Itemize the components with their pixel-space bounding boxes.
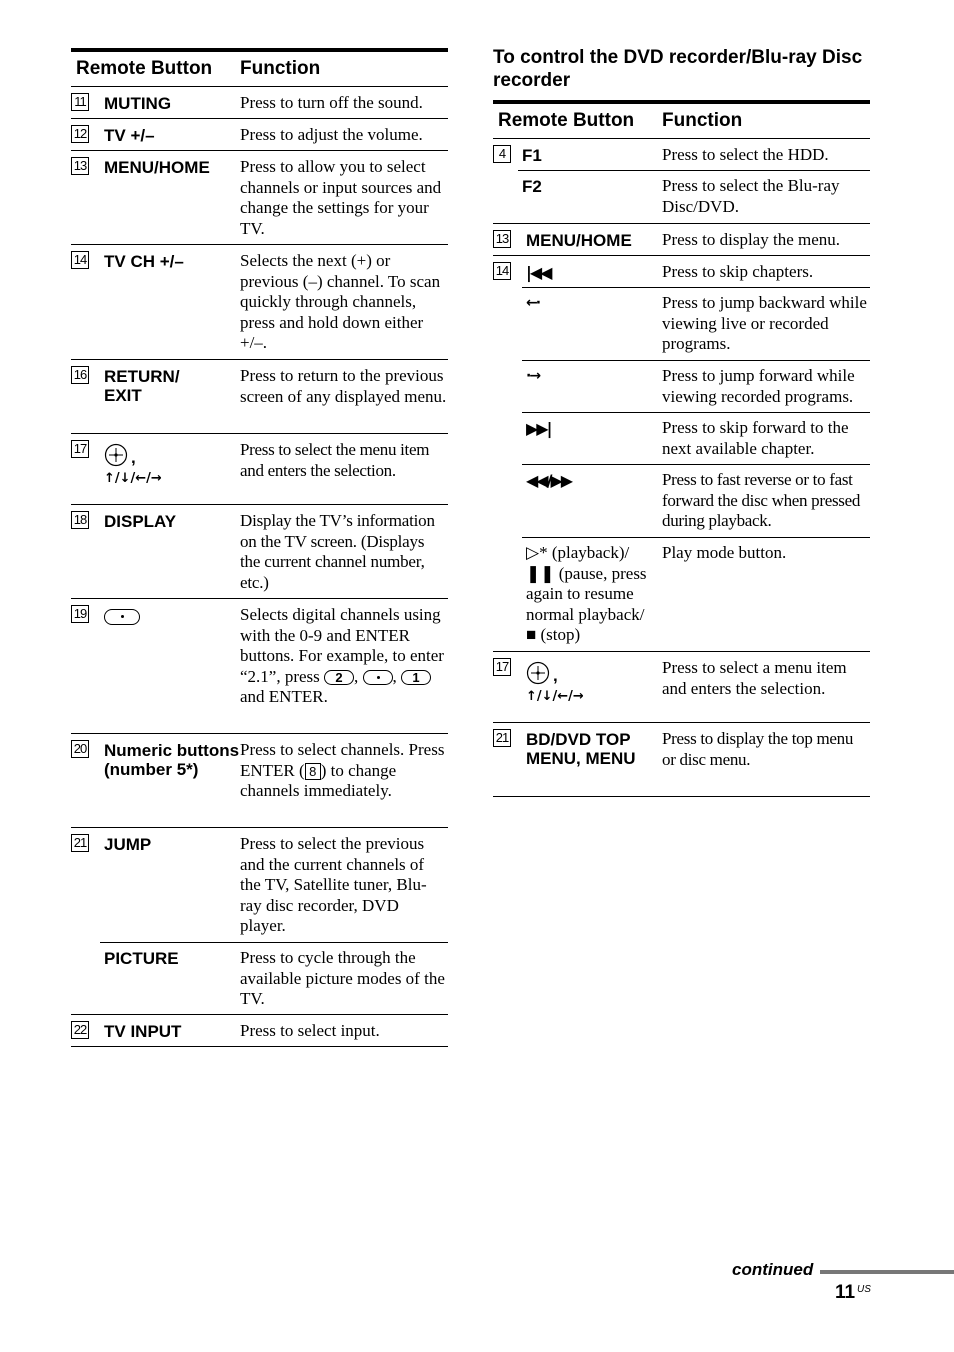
button-name: F1: [522, 146, 542, 165]
left-table: [71, 48, 448, 1047]
key-2-icon: 2: [324, 670, 354, 685]
header-remote-button: Remote Button: [498, 110, 635, 131]
page-region-suffix: US: [857, 1284, 871, 1295]
button-name: PICTURE: [104, 949, 179, 968]
button-cell: [104, 434, 240, 504]
function-text: [240, 734, 448, 827]
function-text-part: Press to select channels. Press ENTER (: [240, 740, 445, 780]
dot-button-icon: [104, 609, 140, 625]
header-function: Function: [662, 110, 743, 131]
continued-rule: [820, 1270, 954, 1274]
jump-back-icon: ←·: [526, 295, 540, 311]
jump-forward-icon: ·→: [526, 368, 540, 384]
playback-buttons-text: ▷* (playback)/ ❚❚ (pause, press again to resume normal playback/ ■ (stop): [526, 543, 647, 644]
function-text: Press to adjust the volume.: [240, 125, 423, 144]
arrow-keys-icon: ↑/↓/←/→: [526, 689, 584, 704]
function-text: Press to cycle through the available picture modes of the TV.: [240, 948, 445, 1008]
table-row: [493, 224, 870, 256]
function-text: Press to fast reverse or to fast forward the disc when pressed during playback.: [662, 470, 861, 530]
item-number: 14: [71, 251, 89, 269]
table-row: [493, 723, 870, 797]
button-name: F2: [522, 177, 542, 196]
table-row: [493, 360, 870, 412]
function-text-part: Selects digital channels using with the 0-9 and ENTER buttons. For example, to enter “2.1”, press: [240, 605, 444, 686]
button-name: RETURN/ EXIT: [104, 367, 180, 405]
arrow-keys-icon: ↑/↓/←/→: [104, 471, 162, 486]
right-table: [493, 100, 870, 797]
cursor-enter-icon: [104, 443, 128, 467]
function-text: Press to select the menu item and enters the selection.: [240, 440, 430, 480]
function-text: Press to select the Blu-ray Disc/DVD.: [662, 176, 840, 216]
table-row: [71, 360, 448, 434]
table-row: [71, 1015, 448, 1047]
header-remote-button: Remote Button: [76, 58, 213, 79]
function-text: Press to return to the previous screen of any displayed menu.: [240, 366, 447, 406]
table-row: [71, 245, 448, 360]
table-header: [71, 52, 448, 87]
table-row: [493, 256, 870, 287]
table-row: [71, 151, 448, 245]
function-text: Press to display the menu.: [662, 230, 841, 249]
page-number: 11: [835, 1282, 856, 1303]
function-text: Selects the next (+) or previous (–) channel. To scan quickly through channels, press and hold down either +/–.: [240, 251, 441, 352]
table-row: [493, 412, 870, 464]
function-text: Press to jump forward while viewing recorded programs.: [662, 366, 855, 406]
button-comma: ,: [131, 448, 136, 467]
function-text: Press to allow you to select channels or input sources and change the settings for your TV.: [240, 157, 442, 238]
function-text: Press to skip forward to the next available chapter.: [662, 418, 849, 458]
function-text: Press to turn off the sound.: [240, 93, 423, 112]
function-text: Display the TV’s information on the TV screen. (Displays the current channel number, etc.): [240, 511, 435, 592]
section-heading: To control the DVD recorder/Blu-ray Disc recorder: [493, 47, 863, 91]
function-text: Press to select a menu item and enters the selection.: [662, 658, 847, 698]
button-comma: ,: [553, 666, 558, 685]
table-row: [493, 537, 870, 652]
function-text: [240, 599, 448, 733]
item-number: 18: [71, 511, 89, 529]
skip-back-icon: |◀◀: [526, 263, 551, 282]
item-number: 20: [71, 740, 89, 758]
table-row: [71, 599, 448, 734]
button-name: TV +/–: [104, 126, 155, 145]
table-row: [493, 139, 870, 170]
item-number: 22: [71, 1021, 89, 1039]
table-header: [493, 104, 870, 139]
table-row: [71, 87, 448, 119]
button-name: TV INPUT: [104, 1022, 182, 1041]
key-1-icon: 1: [401, 670, 431, 685]
table-row: [71, 828, 448, 942]
button-name: MENU/HOME: [526, 231, 632, 250]
item-number: 21: [493, 729, 511, 747]
button-name: Numeric buttons (number 5*): [104, 741, 240, 779]
table-row: [71, 942, 448, 1015]
function-text: Press to jump backward while viewing live or recorded programs.: [662, 293, 867, 353]
table-row: [493, 287, 870, 360]
key-dot-icon: [363, 670, 393, 685]
button-name: TV CH +/–: [104, 252, 184, 271]
table-row: [71, 434, 448, 505]
item-number: 17: [493, 658, 511, 676]
function-text: Press to select the previous and the current channels of the TV, Satellite tuner, Blu-ray disc recorder, DVD player.: [240, 834, 427, 935]
item-number: 4: [493, 145, 511, 163]
item-number: 13: [493, 230, 511, 248]
button-cell: [526, 652, 662, 722]
table-row: [493, 464, 870, 537]
button-cell: [104, 599, 240, 733]
header-function: Function: [240, 58, 321, 79]
table-row: [493, 170, 870, 224]
item-number: 16: [71, 366, 89, 384]
function-text: Play mode button.: [662, 543, 787, 562]
cursor-enter-icon: [526, 661, 550, 685]
ref-number-icon: 8: [305, 763, 321, 780]
separator: ,: [392, 666, 402, 686]
item-number: 14: [493, 262, 511, 280]
item-number: 17: [71, 440, 89, 458]
table-row: [71, 734, 448, 828]
separator: ,: [354, 666, 363, 686]
function-text: Press to select input.: [240, 1021, 380, 1040]
button-name: BD/DVD TOP MENU, MENU: [526, 730, 636, 768]
table-row: [493, 652, 870, 723]
button-name: MUTING: [104, 94, 172, 113]
button-name: MENU/HOME: [104, 158, 210, 177]
function-text: Press to select the HDD.: [662, 145, 829, 164]
item-number: 11: [71, 93, 89, 111]
button-name: DISPLAY: [104, 512, 177, 531]
function-text: Press to skip chapters.: [662, 262, 814, 281]
item-number: 19: [71, 605, 89, 623]
item-number: 21: [71, 834, 89, 852]
item-number: 12: [71, 125, 89, 143]
function-text: Press to display the top menu or disc menu.: [662, 729, 854, 769]
rewind-fast-forward-icon: ◀◀/▶▶: [526, 471, 572, 490]
table-row: [71, 505, 448, 599]
continued-label: continued: [732, 1260, 814, 1279]
skip-forward-icon: ▶▶|: [526, 419, 551, 438]
function-text-part: and ENTER.: [240, 687, 328, 706]
button-name: JUMP: [104, 835, 152, 854]
table-row: [71, 119, 448, 151]
function-text-part: ) to change channels immediately.: [240, 760, 397, 800]
item-number: 13: [71, 157, 89, 175]
